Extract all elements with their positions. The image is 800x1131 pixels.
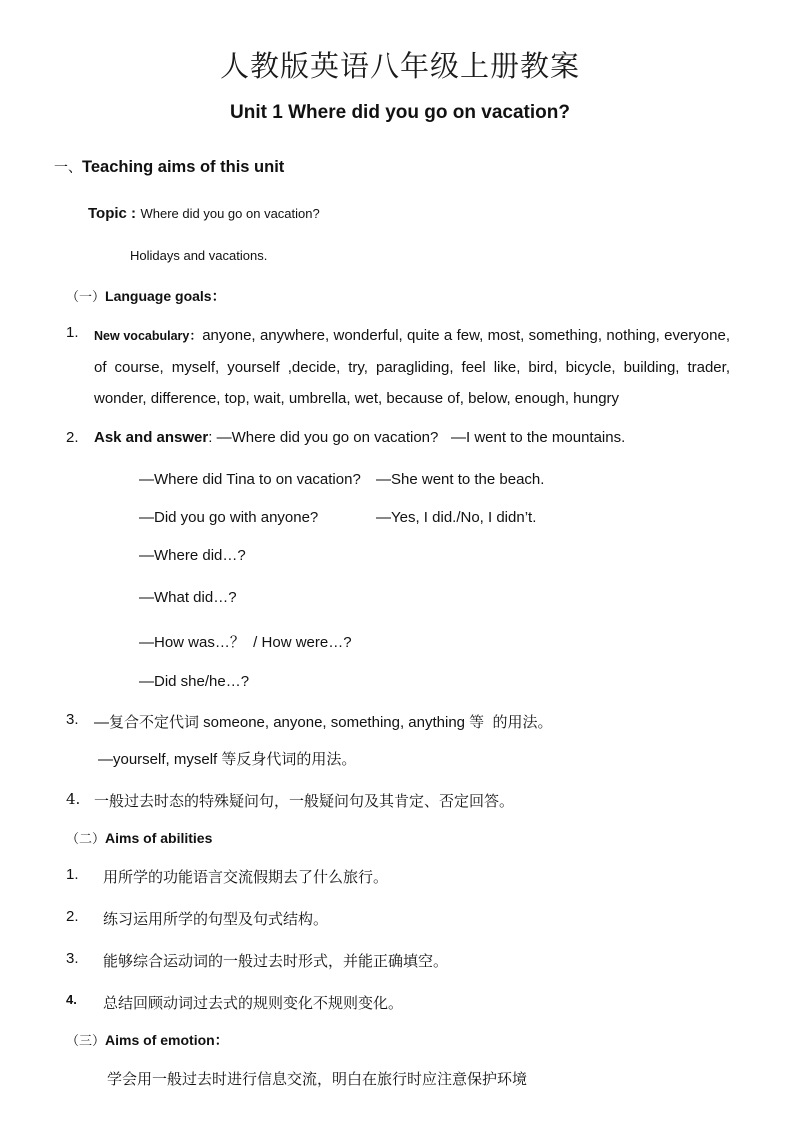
topic-label: Topic : bbox=[88, 205, 137, 222]
ask-answer-label: Ask and answer bbox=[94, 429, 209, 446]
vocabulary-text: anyone, anywhere, wonderful, quite a few, most, something, nothing, everyone, of course, myself, yourself ,decide, try, paragliding, feel like, bird, bicycle, building, trader, wonder, difference, top, wait, umbrella, wet, because of, below, enough, hungry bbox=[94, 327, 730, 407]
vocabulary-label: New vocabulary： bbox=[94, 329, 203, 343]
question-pattern: —Where did…? bbox=[139, 547, 246, 564]
dialogue-question: —Did you go with anyone? bbox=[139, 509, 319, 526]
aims-of-abilities-heading bbox=[66, 828, 212, 847]
section-heading-teaching-aims bbox=[54, 157, 284, 177]
item-number: 3. bbox=[66, 711, 79, 728]
dialogue-question: —Where did you go on vacation? bbox=[216, 429, 439, 446]
heading-marker: （三） bbox=[66, 1034, 106, 1049]
question-pattern: —Did she/he…? bbox=[139, 673, 250, 690]
item-number: 1. bbox=[66, 324, 79, 341]
heading-text: Aims of abilities bbox=[105, 830, 213, 846]
item-number: 2. bbox=[66, 908, 79, 925]
heading-text: Aims of emotion： bbox=[105, 1032, 229, 1048]
ability-aim: 能够综合运动词的一般过去时形式，并能正确填空。 bbox=[103, 952, 449, 970]
document-title: 人教版英语八年级上册教案 bbox=[219, 49, 580, 83]
question-pattern: —What did…? bbox=[139, 589, 237, 606]
language-goals-heading bbox=[66, 286, 226, 306]
dialogue-answer: —I went to the mountains. bbox=[451, 429, 626, 446]
ask-answer-line bbox=[94, 429, 438, 446]
topic-subline: Holidays and vacations. bbox=[130, 248, 268, 263]
item-number: 4. bbox=[66, 790, 81, 808]
heading-marker: （一） bbox=[66, 290, 106, 305]
heading-text: Language goals： bbox=[105, 288, 226, 304]
heading-marker: （二） bbox=[66, 832, 106, 847]
section-marker: 一、 bbox=[54, 160, 82, 176]
item-number: 3. bbox=[66, 950, 79, 967]
aims-of-emotion-heading bbox=[66, 1030, 229, 1050]
dialogue-answer: —She went to the beach. bbox=[376, 471, 545, 488]
dialogue-answer: —Yes, I did./No, I didn’t. bbox=[376, 509, 537, 526]
topic-text: Where did you go on vacation? bbox=[140, 206, 320, 221]
vocabulary-paragraph bbox=[94, 320, 730, 414]
item-number: 1. bbox=[66, 866, 79, 883]
ability-aim: 用所学的功能语言交流假期去了什么旅行。 bbox=[103, 868, 389, 886]
ability-aim: 练习运用所学的句型及句式结构。 bbox=[103, 910, 329, 928]
item-number: 2. bbox=[66, 429, 79, 446]
grammar-point: —复合不定代词 someone, anyone, something, anything 等 的用法。 bbox=[94, 714, 553, 731]
emotion-aim-text: 学会用一般过去时进行信息交流，明白在旅行时应注意保护环境 bbox=[107, 1070, 528, 1088]
section-heading-text: Teaching aims of this unit bbox=[82, 158, 285, 176]
dialogue-question: —Where did Tina to on vacation? bbox=[139, 471, 361, 488]
topic-line bbox=[88, 205, 320, 223]
unit-subtitle: Unit 1 Where did you go on vacation? bbox=[230, 102, 570, 123]
colon: : bbox=[208, 429, 213, 446]
question-pattern: —How was…？ / How were…? bbox=[139, 634, 352, 651]
grammar-point: —yourself, myself 等反身代词的用法。 bbox=[98, 751, 357, 768]
grammar-point: 一般过去时态的特殊疑问句，一般疑问句及其肯定、否定回答。 bbox=[94, 792, 515, 810]
item-number: 4. bbox=[66, 992, 77, 1007]
ability-aim: 总结回顾动词过去式的规则变化不规则变化。 bbox=[103, 994, 404, 1012]
